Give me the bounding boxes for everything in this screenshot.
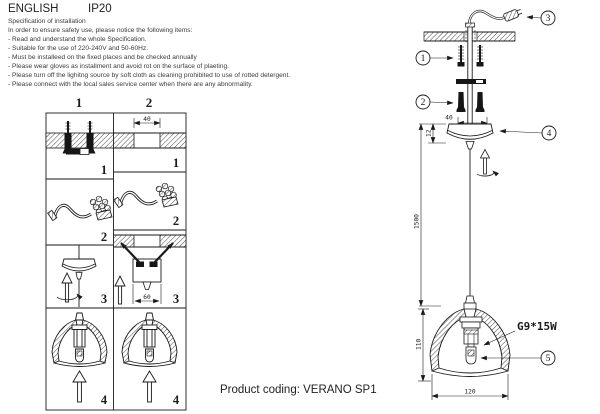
step2-cord-illustration bbox=[48, 183, 178, 220]
step4-shade-illustration bbox=[52, 313, 177, 402]
ip-rating-label: IP20 bbox=[88, 3, 112, 15]
shade-diameter-dim bbox=[432, 374, 508, 400]
callout-2 bbox=[416, 95, 453, 109]
spec-item: - Please wear gloves as installment and avoid rot on the surface of plaeting. bbox=[8, 63, 230, 70]
suspension-length-dim bbox=[414, 124, 442, 306]
mains-cord bbox=[469, 8, 523, 24]
step-label: 4 bbox=[100, 393, 108, 407]
connector-icon bbox=[503, 8, 523, 22]
canopy-height-dimension: 12 bbox=[425, 129, 433, 137]
callout-number: 3 bbox=[545, 14, 551, 25]
up-arrow-icon bbox=[115, 276, 125, 304]
shade-diameter-dimension: 120 bbox=[464, 388, 476, 396]
twist-arrow-icon bbox=[57, 273, 78, 302]
bulb-label: G9*15W bbox=[517, 320, 557, 333]
step1-ceiling-hole-illustration bbox=[114, 116, 187, 148]
suspension-rod bbox=[468, 26, 472, 124]
spec-intro: In order to ensure safety use, please notice the following items: bbox=[8, 27, 193, 34]
step3-canopy-illustration bbox=[57, 245, 96, 307]
callout-number: 4 bbox=[546, 129, 552, 140]
glass-shade bbox=[430, 296, 510, 377]
spec-item: - Suitable for the use of 220-240V and 50-60Hz. bbox=[8, 45, 149, 52]
step-label: 3 bbox=[100, 292, 108, 306]
step-label: 1 bbox=[172, 156, 180, 170]
callout-number: 1 bbox=[420, 54, 426, 65]
canopy-width-dimension: 40 bbox=[445, 114, 453, 122]
callout-4 bbox=[500, 126, 556, 140]
installation-steps-grid bbox=[46, 95, 186, 410]
spec-item: - Read and understand the whole Specification. bbox=[8, 36, 147, 43]
callout-number: 5 bbox=[545, 354, 551, 365]
step1-anchor-bolts-illustration bbox=[46, 121, 114, 155]
spec-title: Specification of installation bbox=[8, 18, 86, 25]
hole-width-dimension: 40 bbox=[143, 116, 151, 123]
spec-item: - Please connect with the local sales service center when there are any abnormality. bbox=[8, 81, 253, 88]
spec-item: - Must be installeed on the fixed places and be checked annually bbox=[8, 54, 197, 61]
shade-height-dim bbox=[416, 309, 432, 381]
canopy bbox=[447, 124, 493, 149]
step-label: 2 bbox=[100, 230, 108, 244]
suspension-length-dimension: 1500 bbox=[413, 214, 421, 229]
twist-arrow-icon bbox=[477, 150, 494, 177]
g9-bulb bbox=[466, 347, 476, 364]
canopy-height-dim bbox=[419, 124, 446, 143]
pendant-technical-drawing bbox=[414, 8, 558, 400]
step-label: 4 bbox=[172, 393, 180, 407]
column-header-1: 1 bbox=[75, 95, 83, 110]
step-label: 1 bbox=[100, 163, 108, 177]
step-label: 3 bbox=[172, 292, 180, 306]
callout-number: 2 bbox=[420, 98, 426, 109]
step-label: 2 bbox=[172, 214, 180, 228]
product-coding: Product coding: VERANO SP1 bbox=[220, 384, 377, 396]
callout-3 bbox=[527, 11, 555, 25]
callout-1 bbox=[416, 51, 453, 65]
callout-5 bbox=[481, 351, 555, 365]
bracket-width-dimension: 60 bbox=[143, 294, 151, 301]
language-label: ENGLISH bbox=[8, 3, 59, 15]
column-header-2: 2 bbox=[145, 95, 153, 110]
mounting-bar bbox=[456, 79, 486, 84]
shade-height-dimension: 110 bbox=[415, 338, 423, 350]
spec-item: - Please turn off the lighitng source by soft cloth as cleaning prohibited to use of rotted detergent. bbox=[8, 72, 291, 79]
lamp-socket bbox=[460, 317, 482, 347]
